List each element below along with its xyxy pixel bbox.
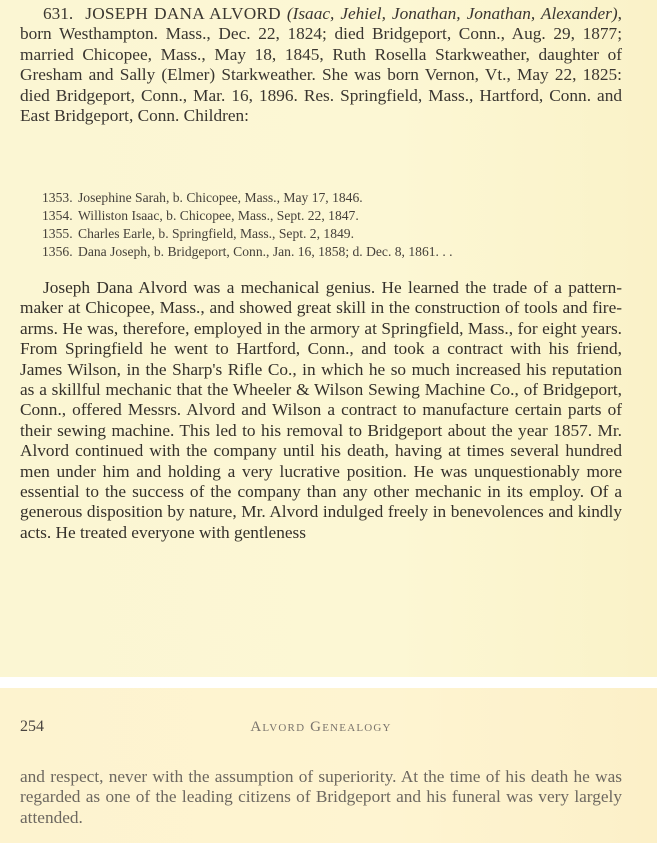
child-text: Dana Joseph, b. Bridgeport, Conn., Jan. 16, 1858; d. Dec. 8, 1861. . .: [78, 244, 453, 259]
entry-lineage: (Isaac, Jehiel, Jonathan, Jonathan, Alexander): [286, 4, 618, 23]
child-item: [42, 189, 622, 207]
entry-text: , born Westhampton. Mass., Dec. 22, 1824; died Bridgeport, Conn., Aug. 29, 1877; married Chicopee, Mass., May 18, 1845, Ruth Rosella Starkweather, daughter of Gresham and Sally (Elmer) Starkweather. She was born Vernon, Vt., May 22, 1825: died Bridgeport, Conn., Mar. 16, 1896. Res. Springfield, Mass., Hartford, Conn. and East Bridgeport, Conn. Children:: [20, 4, 622, 126]
child-item: [42, 207, 622, 225]
child-text: Josephine Sarah, b. Chicopee, Mass., May 17, 1846.: [78, 190, 363, 205]
running-title: Alvord Genealogy: [250, 719, 392, 735]
genealogy-entry: [20, 4, 622, 126]
child-text: Charles Earle, b. Springfield, Mass., Sept. 2, 1849.: [78, 226, 354, 241]
page-number: 254: [20, 718, 44, 735]
child-number: 1354.: [42, 208, 73, 223]
continuation-paragraph: and respect, never with the assumption of superiority. At the time of his death he was regarded as one of the leading citizens of Bridgeport and his funeral was very largely attended.: [20, 767, 622, 827]
children-list: [42, 189, 622, 261]
child-text: Williston Isaac, b. Chicopee, Mass., Sept. 22, 1847.: [78, 208, 359, 223]
child-number: 1353.: [42, 190, 73, 205]
child-number: 1356.: [42, 244, 73, 259]
entry-name: JOSEPH DANA ALVORD: [85, 4, 281, 23]
entry-number: 631.: [43, 4, 74, 23]
child-item: [42, 243, 622, 261]
child-number: 1355.: [42, 226, 73, 241]
child-item: [42, 225, 622, 243]
running-header: [20, 718, 622, 740]
biography-paragraph: Joseph Dana Alvord was a mechanical genius. He learned the trade of a pattern-maker at Chicopee, Mass., and showed great skill in the construction of tools and fire-arms. He was, therefore, employed in the armory at Springfield, Mass., for eight years. From Springfield he went to Hartford, Conn., and took a contract with his friend, James Wilson, in the Sharp's Rifle Co., in which he so much increased his reputation as a skillful mechanic that the Wheeler & Wilson Sewing Machine Co., of Bridgeport, Conn., offered Messrs. Alvord and Wilson a contract to manufacture certain parts of their sewing machine. This led to his removal to Bridgeport about the year 1857. Mr. Alvord continued with the company until his death, having at times several hundred men under him and holding a very lucrative position. He was unquestionably more essential to the success of the company than any other mechanic in its employ. Of a generous disposition by nature, Mr. Alvord indulged freely in benevolences and kindly acts. He treated everyone with gentleness: [20, 278, 622, 542]
